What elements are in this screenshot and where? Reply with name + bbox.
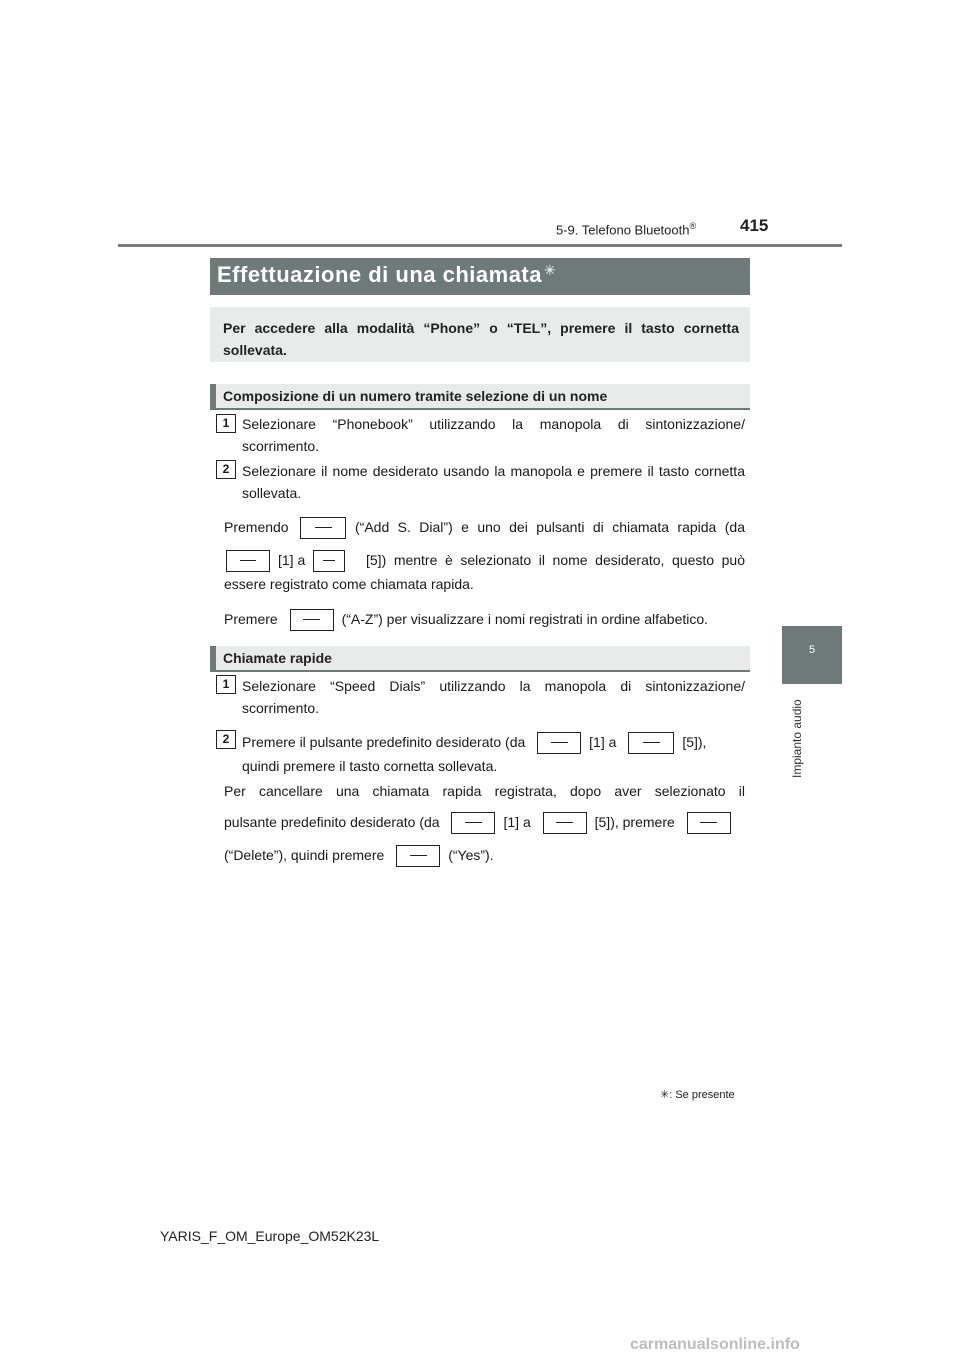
- asterisk-icon: ✳: [544, 262, 557, 278]
- section-header-text: 5-9. Telefono Bluetooth: [556, 222, 690, 238]
- preset-1-button-icon: [226, 550, 270, 572]
- step-number-1: 1: [216, 675, 236, 694]
- preset-5-button-icon: [313, 550, 345, 572]
- note-delete-line2: [224, 811, 731, 834]
- step-number-2: 2: [216, 730, 236, 749]
- page-number: 415: [740, 216, 769, 235]
- watermark: carmanualsonline.info: [630, 1336, 800, 1353]
- footnote: [660, 1088, 735, 1101]
- preset-1-button-icon: [451, 812, 495, 834]
- step-text: Premere il pulsante predefinito desiderato (da: [242, 734, 526, 750]
- az-button-icon: [290, 609, 334, 631]
- delete-button-icon: [687, 812, 731, 834]
- step-number-2: 2: [216, 460, 236, 479]
- page-title: [217, 262, 556, 288]
- note-text: (“Delete”), quindi premere: [224, 847, 385, 863]
- chapter-label: Impianto audio: [790, 699, 804, 778]
- note-text: Premendo: [224, 519, 289, 535]
- preset-5-button-icon: [543, 812, 587, 834]
- step-text: [5]),: [682, 734, 707, 750]
- step-2-line2: quindi premere il tasto cornetta sollevata.: [242, 758, 498, 774]
- footnote-text: : Se presente: [669, 1089, 735, 1101]
- note-add-dial-line1: [224, 516, 354, 539]
- yes-button-icon: [396, 845, 440, 867]
- subheading-name-dial: [210, 384, 750, 410]
- subheading-speed-dials: [210, 646, 750, 672]
- section-header: [556, 221, 696, 237]
- preset-5-button-icon: [628, 732, 674, 754]
- note-delete-line1: Per cancellare una chiamata rapida registrata, dopo aver selezionato il: [224, 783, 745, 799]
- step-2-text: Selezionare il nome desiderato usando la manopola e premere il tasto cornetta sollevata.: [242, 463, 745, 501]
- intro-box: [210, 307, 750, 362]
- preset-1-button-icon: [537, 732, 581, 754]
- step-1-text: Selezionare “Phonebook” utilizzando la manopola di sintonizzazione/ scorrimento.: [242, 416, 745, 454]
- note-text: (“A-Z”) per visualizzare i nomi registrati in ordine alfabetico.: [341, 611, 709, 627]
- note-text: [1] a: [503, 814, 531, 830]
- note-add-dial-line1b: (“Add S. Dial”) e uno dei pulsanti di chiamata rapida (da: [355, 519, 745, 535]
- note-add-dial-line2: [226, 549, 351, 572]
- subheading-text: Chiamate rapide: [223, 650, 332, 666]
- chapter-tab: 5: [782, 626, 842, 684]
- document-code: YARIS_F_OM_Europe_OM52K23L: [160, 1228, 380, 1244]
- subheading-text: Composizione di un numero tramite selezione di un nome: [223, 388, 608, 404]
- note-az-line: [224, 608, 708, 631]
- header-rule: [118, 244, 842, 247]
- note-text: [1] a: [278, 552, 306, 568]
- note-text: pulsante predefinito desiderato (da: [224, 814, 440, 830]
- asterisk-icon: ✳: [660, 1089, 670, 1101]
- step-1-text: Selezionare “Speed Dials” utilizzando la manopola di sintonizzazione/ scorrimento.: [242, 678, 745, 716]
- note-add-dial-line3: essere registrato come chiamata rapida.: [224, 576, 474, 592]
- page-title-text: Effettuazione di una chiamata: [217, 262, 542, 287]
- note-add-dial-line2b: [5]) mentre è selezionato il nome desiderato, questo può: [366, 552, 745, 568]
- note-delete-line3: [224, 844, 494, 867]
- step-text: [1] a: [589, 734, 617, 750]
- note-text: [5]), premere: [594, 814, 675, 830]
- note-text: (“Yes”).: [448, 847, 494, 863]
- note-text: Premere: [224, 611, 278, 627]
- chapter-label-wrap: [790, 690, 804, 780]
- registered-mark: ®: [689, 221, 697, 231]
- step-number-1: 1: [216, 414, 236, 433]
- add-dial-button-icon: [300, 517, 346, 539]
- intro-text: Per accedere alla modalità “Phone” o “TEL”, premere il tasto cornetta sollevata.: [223, 320, 739, 358]
- page-title-bar: [210, 258, 750, 295]
- step-2-line1: [242, 731, 706, 754]
